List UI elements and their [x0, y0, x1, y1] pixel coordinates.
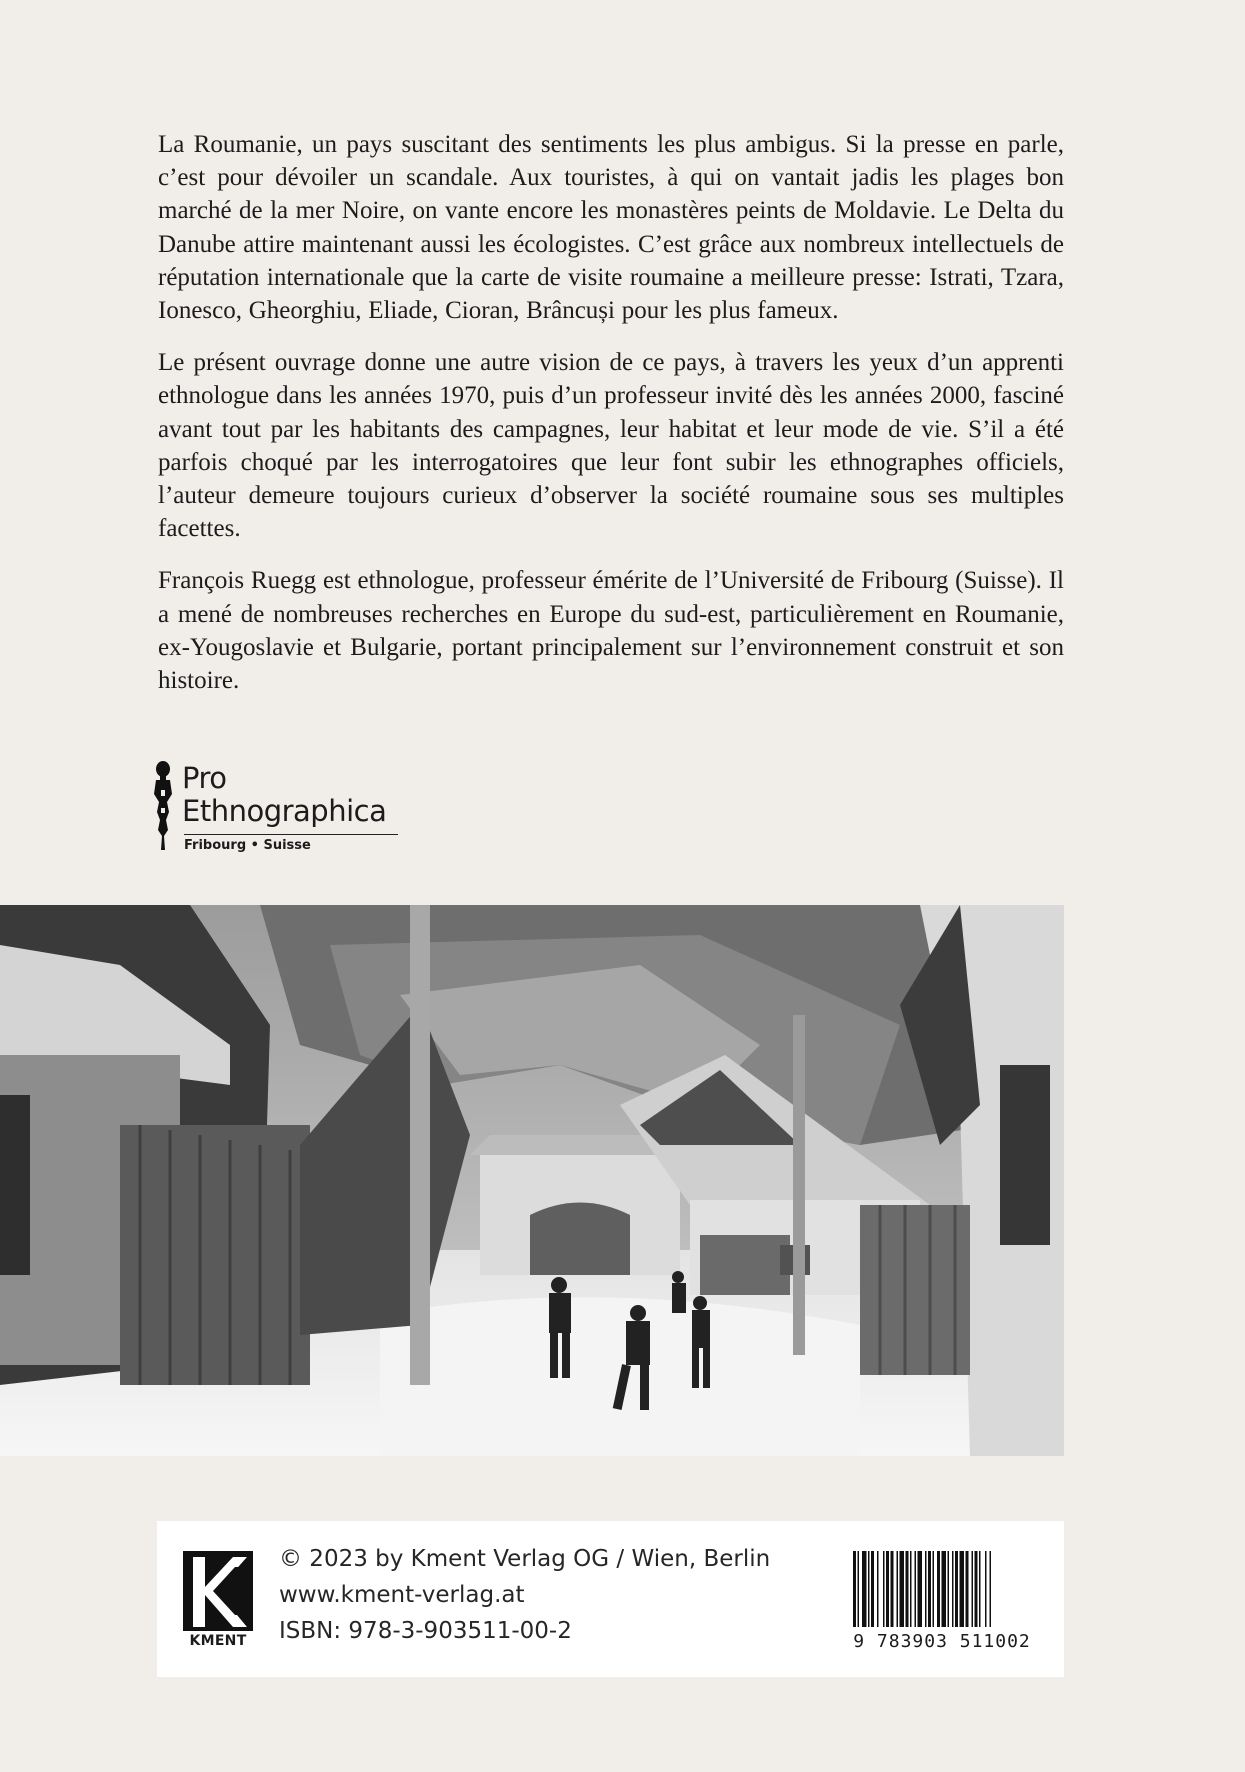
barcode-bar: [891, 1551, 894, 1627]
copyright-line: © 2023 by Kment Verlag OG / Wien, Berlin: [279, 1546, 771, 1572]
barcode-bar: [886, 1551, 889, 1627]
barcode-bar: [906, 1551, 909, 1627]
barcode-bar: [955, 1551, 958, 1627]
barcode-bar: [871, 1551, 874, 1627]
barcode-bar: [933, 1551, 935, 1627]
kment-logo: [183, 1551, 253, 1651]
barcode-bar: [918, 1551, 923, 1627]
barcode-bar: [862, 1551, 867, 1627]
barcode-bar: [883, 1551, 885, 1627]
blurb-paragraph-1: La Roumanie, un pays suscitant des sentiments les plus ambigus. Si la presse en parle, c’est pour dévoiler un scandale. Aux touristes, à qui on vantait jadis les plages bon marché de la mer Noire, on vante encore les monastères peints de Moldavie. Le Delta du Danube attire maintenant aussi les écologistes. C’est grâce aux nombreux intellectuels de réputation internationale que la carte de visite roumaine a meilleure presse: Istrati, Tzara, Ionesco, Gheorghiu, Eliade, Cioran, Brâncuși pour les plus fameux.: [158, 131, 1064, 325]
barcode-bar: [915, 1551, 917, 1627]
carved-figure-icon: [152, 760, 174, 852]
barcode-bar: [900, 1551, 905, 1627]
blurb-paragraph-3: François Ruegg est ethnologue, professeur émérite de l’Université de Fribourg (Suisse). Il a mené de nombreuses recherches en Europe du sud-est, particulièrement en Roumanie, ex-Yougoslavie et Bulgarie, portant principalement sur l’environnement construit et son histoire.: [158, 567, 1064, 695]
logo-line-ethnographica: Ethnographica: [182, 794, 387, 828]
logo-line-pro: Pro: [182, 761, 227, 795]
barcode-bar: [897, 1551, 899, 1627]
barcode-bar: [925, 1551, 927, 1627]
barcode-bar: [975, 1551, 978, 1627]
isbn-barcode: [849, 1551, 1035, 1651]
barcode-bar: [948, 1551, 950, 1627]
barcode-bar: [910, 1551, 912, 1627]
barcode-bar: [972, 1551, 974, 1627]
barcode-bar: [942, 1551, 947, 1627]
barcode-bar: [868, 1551, 870, 1627]
barcode-bar: [937, 1551, 940, 1627]
barcode-bar: [966, 1551, 969, 1627]
website-link[interactable]: www.kment-verlag.at: [279, 1582, 525, 1608]
barcode-bar: [858, 1551, 860, 1627]
barcode-bar: [877, 1551, 879, 1627]
barcode-icon: [849, 1551, 1035, 1629]
pro-ethnographica-logo: [152, 760, 412, 860]
isbn-line: ISBN: 978-3-903511-00-2: [279, 1618, 572, 1644]
publisher-footer: [157, 1521, 1064, 1677]
barcode-bar: [979, 1551, 981, 1627]
barcode-bar: [952, 1551, 954, 1627]
barcode-bar: [928, 1551, 931, 1627]
blurb-paragraph-2: Le présent ouvrage donne une autre vision de ce pays, à travers les yeux d’un apprenti ethnologue dans les années 1970, puis d’un professeur invité dès les années 2000, fasciné avant tout par les habitants des campagnes, leur habitat et leur mode de vie. S’il a été parfois choqué par les interrogatoires que leur font subir les ethnographes officiels, l’auteur demeure toujours curieux d’observer la société roumaine sous ses multiples facettes.: [158, 349, 1064, 543]
barcode-number: 9 783903 511002: [853, 1631, 1031, 1652]
photo-illustration: [0, 905, 1064, 1456]
barcode-bar: [960, 1551, 965, 1627]
kment-k-icon: [183, 1551, 253, 1631]
logo-place: Fribourg • Suisse: [184, 838, 311, 853]
barcode-bar: [853, 1551, 856, 1627]
publisher-info: [279, 1541, 770, 1649]
barcode-bar: [990, 1551, 992, 1627]
logo-divider: [184, 834, 398, 835]
kment-logo-text: KMENT: [189, 1633, 247, 1649]
barcode-bar: [985, 1551, 987, 1627]
village-street-photo: [0, 905, 1064, 1456]
back-cover-blurb: [158, 128, 1064, 716]
